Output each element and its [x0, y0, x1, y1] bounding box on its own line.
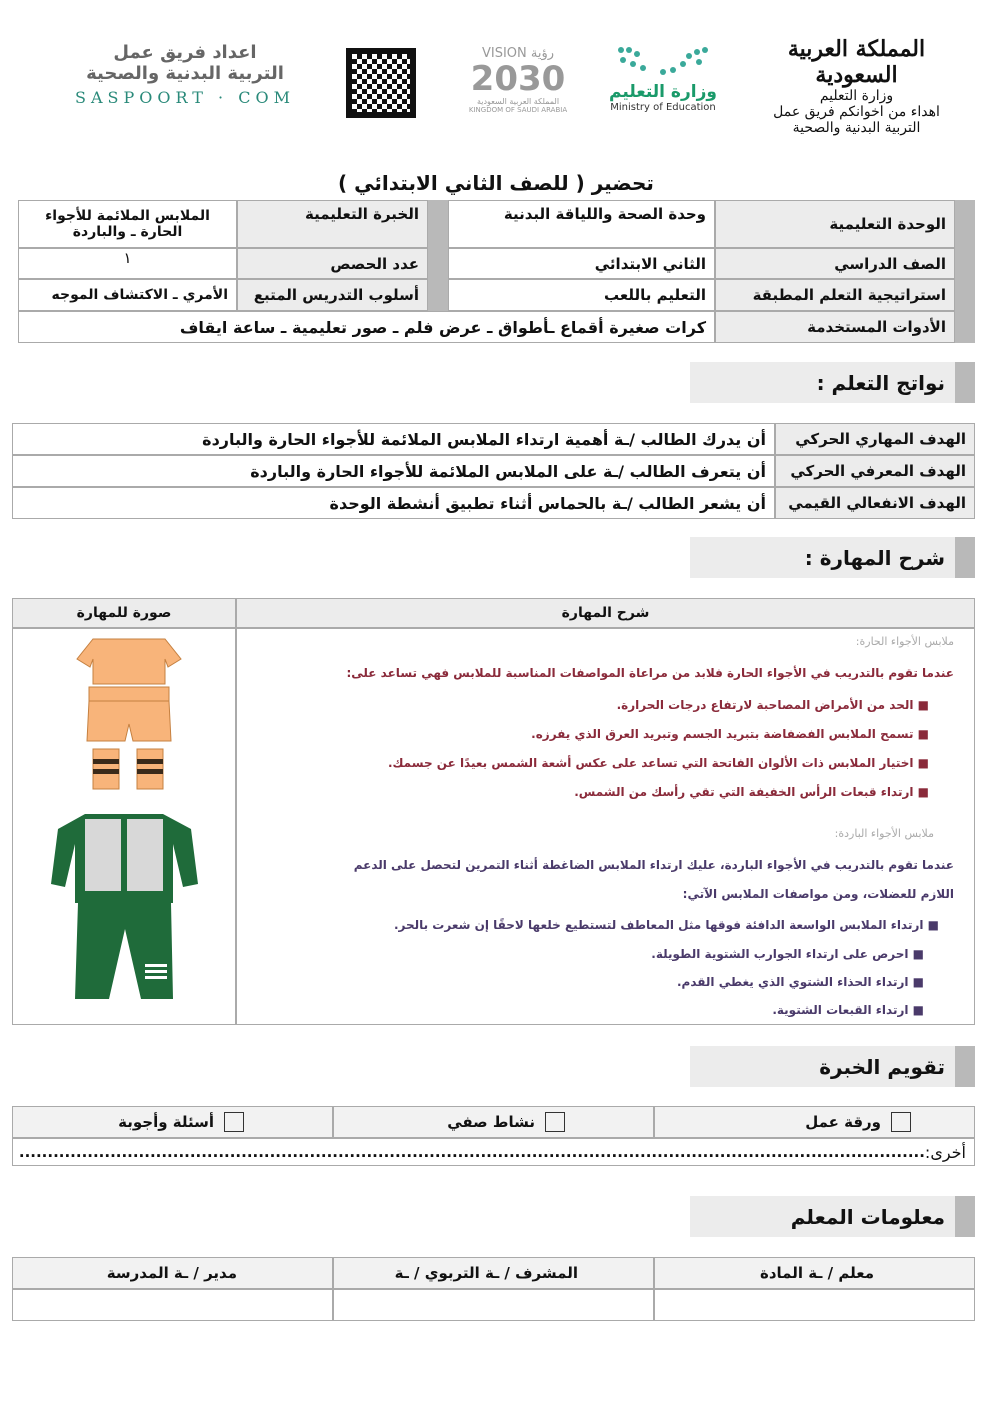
team-line1: اعداد فريق عمل — [113, 42, 257, 63]
method-value: الأمري ـ الاكتشاف الموجه — [18, 279, 237, 311]
hot-title: ملابس الأجواء الحارة: — [855, 635, 954, 648]
experience-label: الخبرة التعليمية — [237, 200, 428, 248]
outcomes-heading: نواتج التعلم : — [690, 362, 975, 403]
method-label: أسلوب التدريس المتبع — [237, 279, 428, 311]
hot-point: ■ تسمح الملابس الفضفاضة بتبريد الجسم وتبريد العرق الذي يفرزه. — [531, 727, 929, 741]
skill-image-header: صورة للمهارة — [12, 598, 236, 628]
outcome-value: أن يشعر الطالب /ـة بالحماس أثناء تطبيق أنشطة الوحدة — [12, 487, 775, 519]
outcome-value: أن يتعرف الطالب /ـة على الملابس الملائمة للأجواء الحارة والباردة — [12, 455, 775, 487]
hot-intro: عندما تقوم بالتدريب في الأجواء الحارة فلابد من مراعاة المواصفات المناسبة للملابس فهي تساعد على: — [346, 666, 954, 680]
qr-code-icon — [346, 48, 416, 118]
skill-image-cell — [12, 628, 236, 1025]
class-activity-option[interactable] — [333, 1106, 654, 1138]
supervisor-signature-field[interactable] — [333, 1289, 654, 1321]
option-label: أسئلة وأجوبة — [118, 1113, 214, 1131]
moe-ar: وزارة التعليم — [609, 82, 717, 102]
tools-label: الأدوات المستخدمة — [715, 311, 955, 343]
grade-label: الصف الدراسي — [715, 248, 955, 279]
strategy-value: التعليم باللعب — [448, 279, 715, 311]
gift-line1: اهداء من اخوانكم فريق عمل — [773, 104, 940, 120]
teacher-heading: معلومات المعلم — [690, 1196, 975, 1237]
teacher-col: معلم / ـة المادة — [654, 1257, 975, 1289]
outcome-label: الهدف الانفعالي القيمي — [775, 487, 975, 519]
tools-value: كرات صغيرة أقماع ـأطواق ـ عرض فلم ـ صور تعليمية ـ ساعة ايقاف — [18, 311, 715, 343]
skill-text-cell — [236, 628, 975, 1025]
outcome-label: الهدف المعرفي الحركي — [775, 455, 975, 487]
hot-point: ■ الحد من الأمراض المصاحبة لارتفاع درجات الحرارة. — [616, 698, 929, 712]
grade-value: الثاني الابتدائي — [448, 248, 715, 279]
summer-clothes-icon — [77, 639, 181, 789]
cold-intro: اللازم للعضلات، ومن مواصفات الملابس الآتي: — [682, 887, 954, 901]
vision-year: 2030 — [470, 59, 566, 99]
vision-2030-logo — [458, 46, 578, 114]
checkbox[interactable] — [891, 1112, 911, 1132]
moe-dots-icon — [613, 42, 713, 78]
cold-point: ■ ارتداء الملابس الواسعة الدافئة فوقها مثل المعاطف لتستطيع خلعها لاحقًا إن شعرت بالحر. — [393, 918, 939, 932]
outcome-label: الهدف المهاري الحركي — [775, 423, 975, 455]
gift-line2: التربية البدنية والصحية — [792, 120, 921, 136]
table-strip — [428, 200, 448, 311]
site-name: SASPOORT · COM — [75, 88, 295, 107]
principal-col: مدير / ـة المدرسة — [12, 1257, 333, 1289]
checkbox[interactable] — [545, 1112, 565, 1132]
hot-point: ■ ارتداء قبعات الرأس الخفيفة التي تقي رأسك من الشمس. — [574, 785, 929, 799]
kingdom-logo — [759, 36, 954, 136]
team-line2: التربية البدنية والصحية — [86, 63, 284, 84]
option-label: نشاط صفي — [447, 1113, 535, 1131]
option-label: ورقة عمل — [805, 1113, 881, 1131]
periods-label: عدد الحصص — [237, 248, 428, 279]
experience-value: الملابس الملائمة للأجواء الحارة ـ والباردة — [18, 200, 237, 248]
skill-heading: شرح المهارة : — [690, 537, 975, 578]
periods-value: ١ — [18, 248, 237, 279]
kingdom-text: المملكة العربية السعودية — [787, 36, 926, 88]
skill-text-header: شرح المهارة — [236, 598, 975, 628]
vision-text: VISION رؤية — [481, 46, 555, 61]
unit-label: الوحدة التعليمية — [715, 200, 955, 248]
cold-point: ■ ارتداء القبعات الشتوية. — [772, 1003, 924, 1017]
hot-point: ■ اختيار الملابس ذات الألوان الفاتحة التي تساعد على عكس أشعة الشمس بعيدًا عن جسمك. — [387, 756, 929, 770]
checkbox[interactable] — [224, 1112, 244, 1132]
clothing-illustration — [13, 629, 237, 1026]
evaluation-heading: تقويم الخبرة — [690, 1046, 975, 1087]
page-title: تحضير ( للصف الثاني الابتدائي ) — [338, 171, 654, 195]
cold-title: ملابس الأجواء الباردة: — [834, 827, 934, 840]
winter-tracksuit-icon — [51, 814, 198, 999]
other-dots: ............................................................................................................................................................... — [18, 1143, 925, 1161]
saspoort-logo — [70, 42, 300, 107]
unit-value: وحدة الصحة واللياقة البدنية — [448, 200, 715, 248]
principal-signature-field[interactable] — [12, 1289, 333, 1321]
moe-logo — [588, 42, 738, 113]
other-field[interactable] — [12, 1138, 975, 1166]
strategy-label: استراتيجية التعلم المطبقة — [715, 279, 955, 311]
cold-intro: عندما تقوم بالتدريب في الأجواء الباردة، عليك ارتداء الملابس الضاغطة أثناء التمرين لتحصل على الدعم — [353, 858, 954, 872]
teacher-signature-field[interactable] — [654, 1289, 975, 1321]
cold-point: ■ ارتداء الحذاء الشتوي الذي يغطي القدم. — [676, 975, 924, 989]
qa-option[interactable] — [12, 1106, 333, 1138]
other-label: أخرى: — [924, 1142, 966, 1162]
vision-en: KINGDOM OF SAUDI ARABIA — [468, 106, 568, 114]
cold-point: ■ احرص على ارتداء الجوارب الشتوية الطويلة. — [651, 947, 924, 961]
worksheet-option[interactable] — [654, 1106, 975, 1138]
vision-ar: المملكة العربية السعودية — [476, 97, 560, 106]
supervisor-col: المشرف / ـة التربوي / ـة — [333, 1257, 654, 1289]
moe-en: Ministry of Education — [610, 102, 716, 113]
ministry-text: وزارة التعليم — [819, 88, 894, 104]
outcome-value: أن يدرك الطالب /ـة أهمية ارتداء الملابس الملائمة للأجواء الحارة والباردة — [12, 423, 775, 455]
table-strip — [955, 200, 975, 343]
